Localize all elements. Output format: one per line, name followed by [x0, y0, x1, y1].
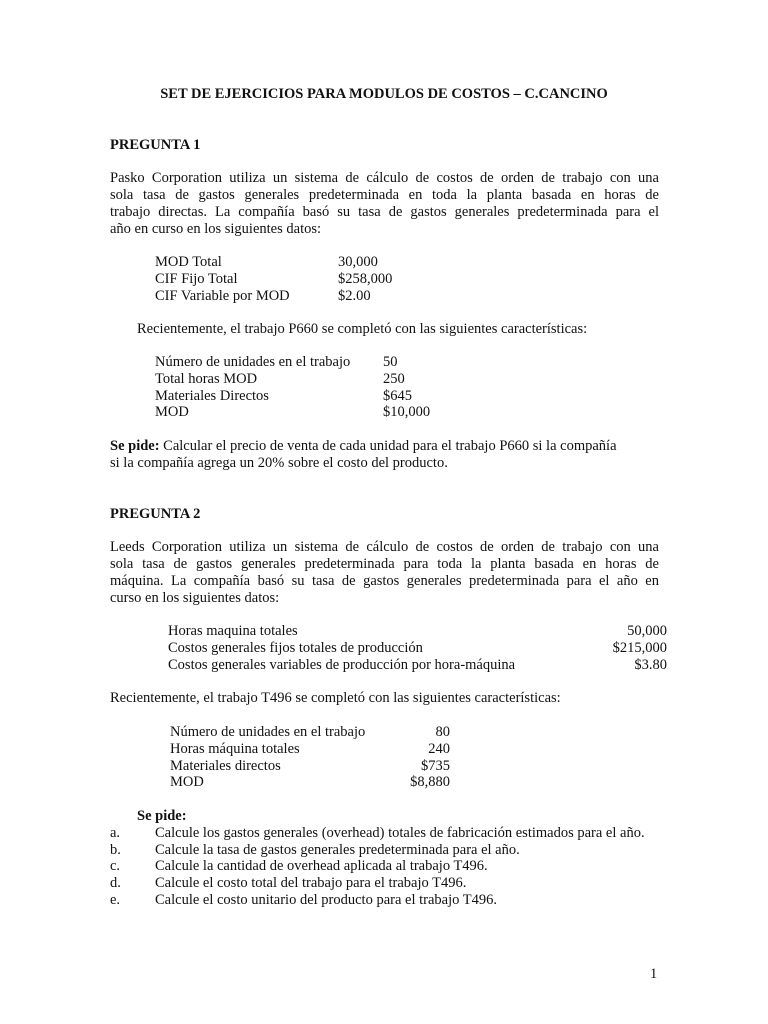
q1-job-value: 250 [383, 371, 405, 387]
q2-job-value: $735 [421, 758, 450, 774]
q2-data-value: $215,000 [612, 640, 667, 656]
q1-ask-label: Se pide: [110, 438, 160, 454]
q1-job-value: 50 [383, 354, 398, 370]
q2-job-label: Número de unidades en el trabajo [170, 724, 366, 740]
task-letter: d. [110, 875, 121, 891]
q1-intro-line: trabajo directas. La compañía basó su tasa de gastos generales predeterminada para el [110, 204, 659, 220]
task-text: Calcule la tasa de gastos generales predeterminada para el año. [155, 842, 520, 858]
q1-data-value: $258,000 [338, 271, 393, 287]
q1-job-label: Materiales Directos [155, 388, 269, 404]
q1-job-label: Total horas MOD [155, 371, 258, 387]
page-number: 1 [650, 966, 658, 982]
q2-data-label: Horas maquina totales [168, 623, 298, 639]
q2-job-label: MOD [170, 774, 204, 790]
q2-data-value: $3.80 [634, 657, 667, 673]
q2-intro-line: curso en los siguientes datos: [110, 590, 280, 606]
q2-recent-text: Recientemente, el trabajo T496 se completó con las siguientes características: [110, 690, 561, 706]
q1-intro-line: año en curso en los siguientes datos: [110, 221, 322, 237]
q1-ask-text: Calcular el precio de venta de cada unidad para el trabajo P660 si la compañía [159, 438, 617, 454]
q1-data-value: $2.00 [338, 288, 371, 304]
q1-data-label: CIF Variable por MOD [155, 288, 290, 304]
q2-data-label: Costos generales fijos totales de producción [168, 640, 423, 656]
q2-data-label: Costos generales variables de producción por hora-máquina [168, 657, 516, 673]
task-text: Calcule el costo unitario del producto para el trabajo T496. [155, 892, 497, 908]
task-letter: a. [110, 825, 121, 841]
q1-intro-paragraph [110, 170, 659, 238]
q1-job-value: $645 [383, 388, 412, 404]
q1-ask [110, 438, 617, 455]
task-letter: c. [110, 858, 121, 874]
q1-job-label: Número de unidades en el trabajo [155, 354, 351, 370]
task-letter: e. [110, 892, 121, 908]
q2-job-label: Materiales directos [170, 758, 281, 774]
q2-ask-label: Se pide: [137, 808, 187, 824]
q1-data-value: 30,000 [338, 254, 378, 270]
q2-job-value: 80 [435, 724, 450, 740]
q2-intro-line: máquina. La compañía basó su tasa de gastos generales predeterminada para el año en [110, 573, 659, 589]
task-text: Calcule la cantidad de overhead aplicada al trabajo T496. [155, 858, 488, 874]
q2-job-value: $8,880 [410, 774, 450, 790]
q1-intro-line: sola tasa de gastos generales predeterminada en toda la planta basada en horas de [110, 187, 659, 203]
q2-data-value: 50,000 [627, 623, 667, 639]
q1-job-value: $10,000 [383, 404, 431, 420]
q1-recent-text: Recientemente, el trabajo P660 se completó con las siguientes características: [137, 321, 588, 337]
q2-intro-line: sola tasa de gastos generales predeterminada para toda la planta basada en horas de [110, 556, 659, 572]
q2-job-label: Horas máquina totales [170, 741, 300, 757]
document-title: SET DE EJERCICIOS PARA MODULOS DE COSTOS – C.CANCINO [160, 86, 608, 102]
q2-intro-line: Leeds Corporation utiliza un sistema de cálculo de costos de orden de trabajo con una [110, 539, 659, 555]
q1-intro-line: Pasko Corporation utiliza un sistema de cálculo de costos de orden de trabajo con una [110, 170, 659, 186]
task-text: Calcule el costo total del trabajo para el trabajo T496. [155, 875, 467, 891]
q1-job-label: MOD [155, 404, 189, 420]
q2-intro-paragraph [110, 539, 659, 607]
q2-job-value: 240 [428, 741, 450, 757]
q2-heading: PREGUNTA 2 [110, 506, 201, 522]
q1-data-label: CIF Fijo Total [155, 271, 238, 287]
q1-data-label: MOD Total [155, 254, 222, 270]
q1-ask-text-cont: si la compañía agrega un 20% sobre el costo del producto. [110, 455, 448, 471]
task-text: Calcule los gastos generales (overhead) totales de fabricación estimados para el año. [155, 825, 645, 841]
q1-heading: PREGUNTA 1 [110, 137, 201, 153]
task-letter: b. [110, 842, 121, 858]
